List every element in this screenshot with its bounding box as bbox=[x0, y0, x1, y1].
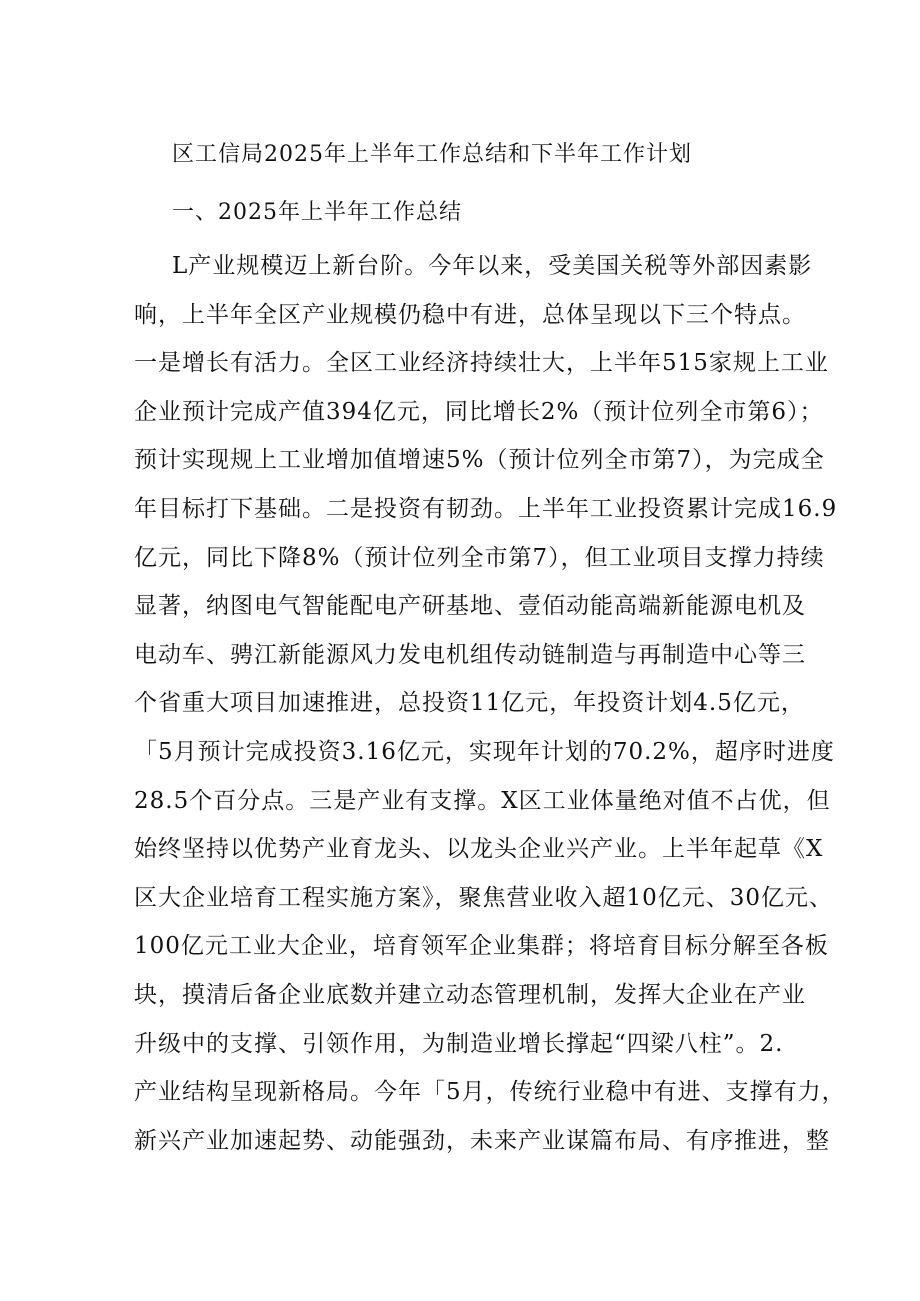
section-heading: 一、2025年上半年工作总结 bbox=[172, 200, 462, 225]
body-line: 100亿元工业大企业，培育领军企业集群；将培育目标分解至各板 bbox=[134, 933, 829, 960]
body-line: 预计实现规上工业增加值增速5%（预计位列全市第7），为完成全 bbox=[134, 447, 825, 474]
body-line: 个省重大项目加速推进，总投资11亿元，年投资计划4.5亿元， bbox=[134, 690, 805, 717]
body-line: 28.5个百分点。三是产业有支撑。X区工业体量绝对值不占优，但 bbox=[134, 787, 831, 814]
body-paragraph bbox=[134, 242, 846, 1165]
body-line: 电动车、骋江新能源风力发电机组传动链制造与再制造中心等三 bbox=[134, 641, 806, 668]
body-line: 块，摸清后备企业底数并建立动态管理机制，发挥大企业在产业 bbox=[134, 981, 806, 1008]
document-title: 区工信局2025年上半年工作总结和下半年工作计划 bbox=[172, 142, 692, 167]
body-line: 一是增长有活力。全区工业经济持续壮大，上半年515家规上工业 bbox=[134, 350, 829, 377]
body-line: 响，上半年全区产业规模仍稳中有进，总体呈现以下三个特点。 bbox=[134, 301, 806, 328]
body-line: 新兴产业加速起势、动能强劲，未来产业谋篇布局、有序推进，整 bbox=[134, 1127, 830, 1154]
body-line: 企业预计完成产值394亿元，同比增长2%（预计位列全市第6）； bbox=[134, 398, 824, 425]
body-line: 亿元，同比下降8%（预计位列全市第7），但工业项目支撑力持续 bbox=[134, 544, 825, 571]
body-line: L产业规模迈上新台阶。今年以来，受美国关税等外部因素影 bbox=[172, 253, 813, 279]
body-line: 区大企业培育工程实施方案》，聚焦营业收入超10亿元、30亿元、 bbox=[134, 884, 834, 911]
body-line: 「5月预计完成投资3.16亿元，实现年计划的70.2%，超序时进度 bbox=[134, 738, 835, 765]
body-line: 升级中的支撑、引领作用，为制造业增长撑起“四梁八柱”。2. bbox=[134, 1030, 784, 1057]
body-line: 始终坚持以优势产业育龙头、以龙头企业兴产业。上半年起草《X bbox=[134, 836, 824, 863]
body-line: 显著，纳图电气智能配电产研基地、壹佰动能高端新能源电机及 bbox=[134, 593, 806, 620]
body-line: 年目标打下基础。二是投资有韧劲。上半年工业投资累计完成16.9 bbox=[134, 495, 838, 522]
body-line: 产业结构呈现新格局。今年「5月，传统行业稳中有进、支撑有力， bbox=[134, 1079, 846, 1106]
